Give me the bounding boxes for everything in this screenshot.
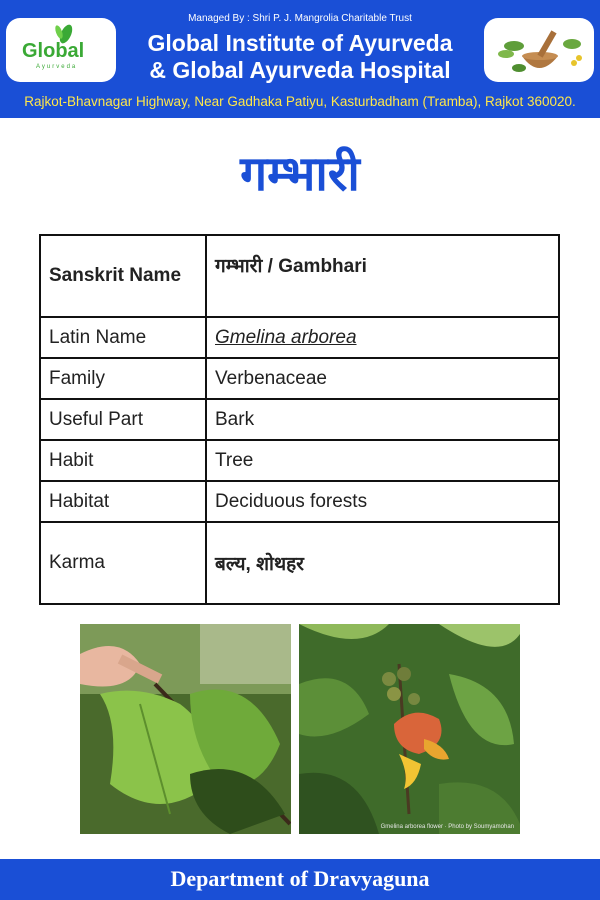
institute-name: Global Institute of Ayurveda xyxy=(147,30,453,56)
latin-name-text: Gmelina arborea xyxy=(215,326,357,348)
logo-text: Global xyxy=(22,40,85,62)
habitat-label: Habitat xyxy=(40,481,206,522)
leaf-photo xyxy=(80,624,291,834)
table-row xyxy=(40,399,559,440)
managed-by-text: Managed By : Shri P. J. Mangrolia Charitable Trust xyxy=(188,13,412,24)
karma-value: बल्य, शोथहर xyxy=(206,522,559,604)
table-row xyxy=(40,440,559,481)
karma-label: Karma xyxy=(40,522,206,604)
useful-part-value: Bark xyxy=(206,399,559,440)
plant-info-table xyxy=(39,234,560,605)
latin-name-value xyxy=(206,317,559,358)
herbs-mortar-image xyxy=(484,18,594,82)
sanskrit-name-value: गम्भारी / Gambhari xyxy=(206,235,559,317)
flower-photo xyxy=(299,624,520,834)
useful-part-label: Useful Part xyxy=(40,399,206,440)
sanskrit-name-label: Sanskrit Name xyxy=(40,235,206,317)
family-value: Verbenaceae xyxy=(206,358,559,399)
family-label: Family xyxy=(40,358,206,399)
address-text: Rajkot-Bhavnagar Highway, Near Gadhaka Patiyu, Kasturbadham (Tramba), Rajkot 360020. xyxy=(24,94,576,109)
latin-name-label: Latin Name xyxy=(40,317,206,358)
logo-subtext: Ayurveda xyxy=(36,64,78,70)
department-footer: Department of Dravyaguna xyxy=(0,859,600,900)
table-row xyxy=(40,358,559,399)
photo-credit: Gmelina arborea flower · Photo by Soumyamohan xyxy=(380,824,514,830)
table-row xyxy=(40,522,559,604)
table-row xyxy=(40,481,559,522)
table-row xyxy=(40,317,559,358)
table-row xyxy=(40,235,559,317)
header-banner xyxy=(0,0,600,118)
hospital-name: & Global Ayurveda Hospital xyxy=(149,57,451,83)
habit-label: Habit xyxy=(40,440,206,481)
habit-value: Tree xyxy=(206,440,559,481)
habitat-value: Deciduous forests xyxy=(206,481,559,522)
plant-title: गम्भारी xyxy=(240,146,360,202)
